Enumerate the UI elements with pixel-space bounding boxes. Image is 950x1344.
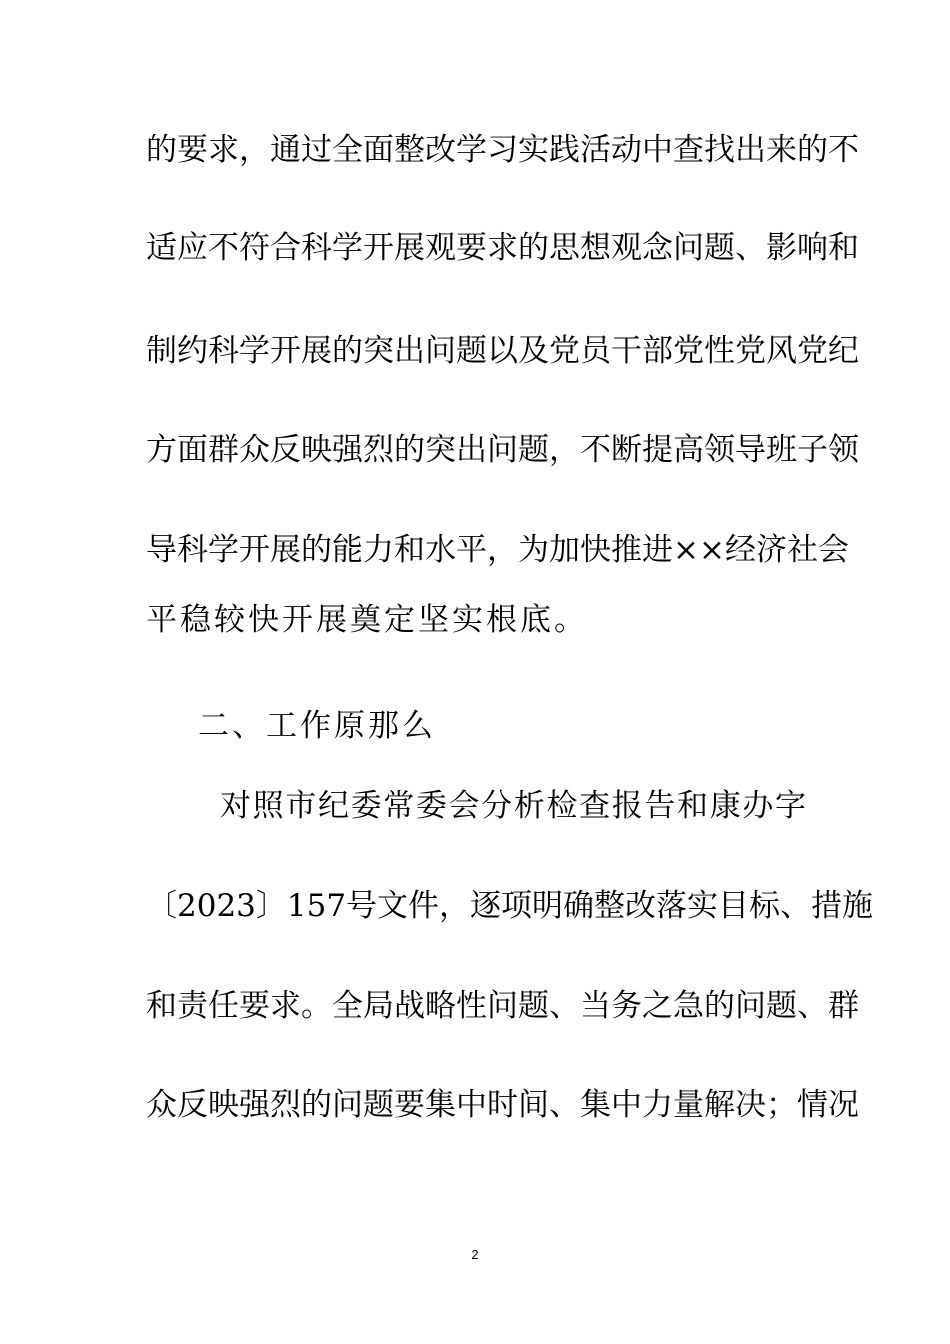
- paragraph-line: 制约科学开展的突出问题以及党员干部党性党风党纪: [146, 333, 859, 369]
- paragraph-line: 导科学开展的能力和水平，为加快推进××经济社会: [146, 532, 849, 568]
- section-heading: 二、工作原那么: [198, 708, 436, 744]
- paragraph-line: 方面群众反映强烈的突出问题，不断提高领导班子领: [146, 432, 859, 468]
- paragraph-line: 平稳较快开展奠定坚实根底。: [146, 602, 588, 638]
- page-number: 2: [471, 1247, 479, 1262]
- paragraph-line: 〔2023〕157号文件，逐项明确整改落实目标、措施: [146, 888, 874, 924]
- paragraph-line: 对照市纪委常委会分析检查报告和康办字: [220, 788, 806, 824]
- paragraph-line: 众反映强烈的问题要集中时间、集中力量解决；情况: [146, 1087, 859, 1123]
- paragraph-line: 适应不符合科学开展观要求的思想观念问题、影响和: [146, 230, 859, 266]
- paragraph-line: 的要求，通过全面整改学习实践活动中查找出来的不: [146, 132, 859, 168]
- paragraph-line: 和责任要求。全局战略性问题、当务之急的问题、群: [146, 988, 859, 1024]
